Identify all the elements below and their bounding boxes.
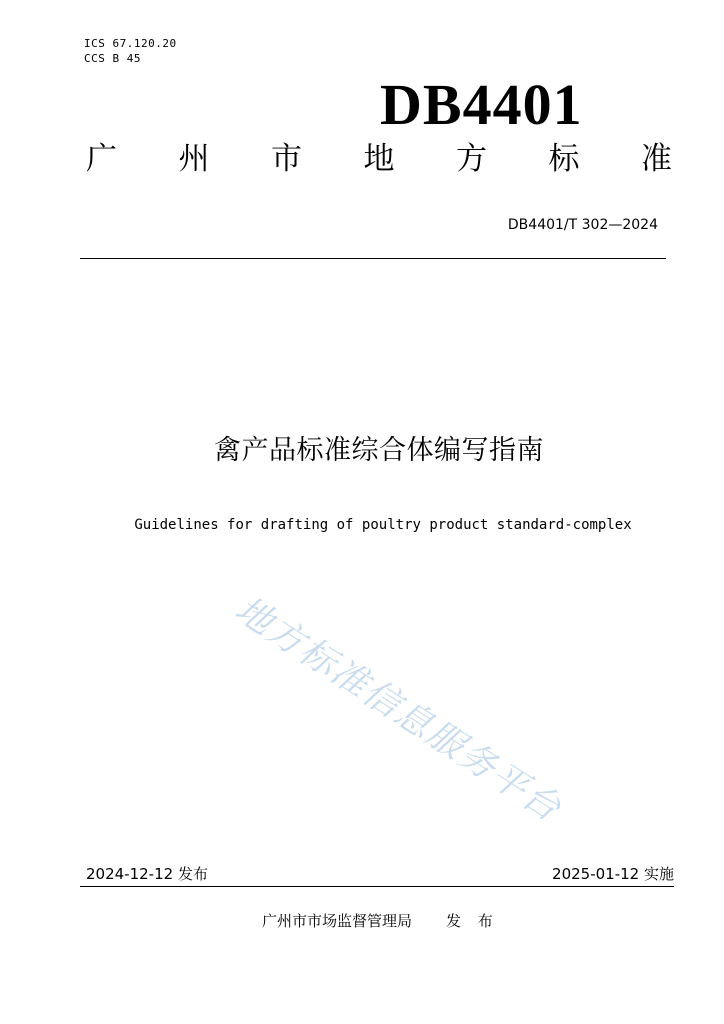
standard-type-char: 准 [641,141,672,177]
footer-divider [80,886,674,887]
ccs-code: CCS B 45 [84,52,141,65]
issuer-line [262,911,499,931]
standard-type-char: 州 [178,141,210,177]
publish-date: 2024-12-12 发布 [86,865,208,883]
standard-type-char: 地 [363,141,395,177]
document-title-en: Guidelines for drafting of poultry product standard-complex [134,517,632,533]
standard-type-char: 标 [548,141,580,177]
standard-type-char: 广 [86,141,117,177]
issuer-name: 广州市市场监督管理局 [262,912,413,930]
document-title-zh: 禽产品标准综合体编写指南 [214,435,544,466]
db-code-heading: DB4401 [380,72,583,137]
header-divider [80,258,666,259]
effective-date: 2025-01-12 实施 [552,865,674,883]
ics-code: ICS 67.120.20 [84,37,177,50]
issuer-verb: 发 布 [446,912,499,930]
standard-type-char: 市 [271,141,302,177]
watermark: 地方标准信息服务平台 [227,588,569,831]
standard-type-char: 方 [456,141,487,177]
standard-number: DB4401/T 302—2024 [507,217,658,233]
standard-type-heading [86,140,672,178]
